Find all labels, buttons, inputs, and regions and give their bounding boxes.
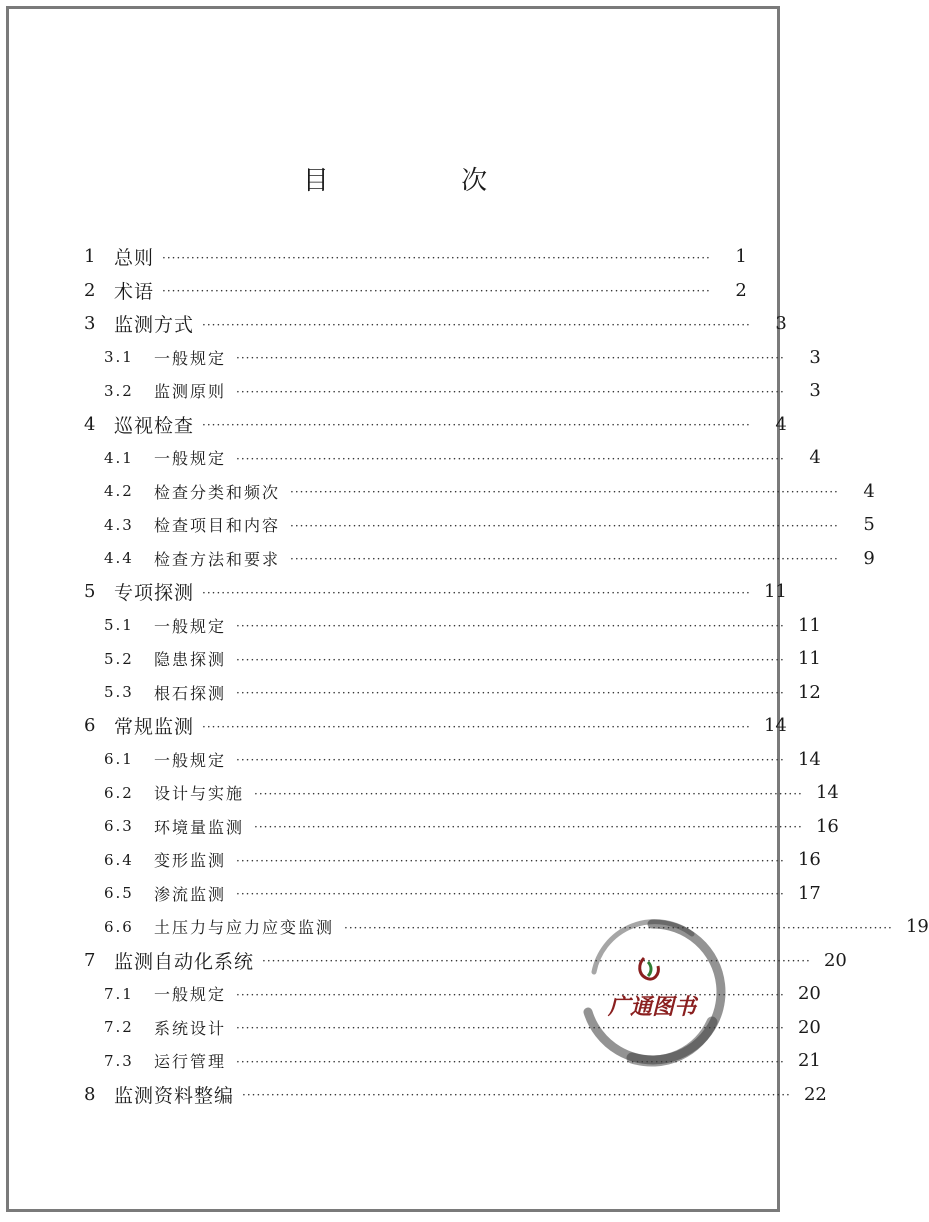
toc-leader-dots: ·················································································································· — [236, 887, 785, 901]
toc-entry-page: 4 — [775, 413, 787, 435]
toc-leader-dots: ·················································································································· — [262, 954, 811, 968]
toc-entry-4-3 — [0, 508, 875, 541]
toc-entry-page: 2 — [735, 279, 747, 301]
toc-leader-dots: ·················································································································· — [236, 451, 785, 466]
toc-entry-number: 7.2 — [104, 1018, 134, 1036]
toc-entry-number: 7.3 — [104, 1051, 134, 1070]
toc-entry-page: 11 — [797, 648, 821, 669]
toc-entry-page: 3 — [809, 346, 821, 368]
toc-leader-dots: ·················································································································· — [242, 1088, 791, 1102]
toc-entry-number: 3.2 — [104, 381, 134, 400]
toc-leader-dots: ·················································································································· — [236, 853, 785, 868]
toc-entry-page: 20 — [823, 949, 847, 971]
toc-entry-number: 7.1 — [104, 984, 134, 1003]
stamp-text: 广通图书 — [607, 995, 697, 1020]
toc-leader-dots: ·················································································································· — [202, 317, 751, 332]
toc-entry-page: 14 — [815, 782, 839, 803]
toc-entry-page: 4 — [863, 480, 875, 502]
toc-entry-page: 9 — [863, 547, 875, 569]
toc-entry-title: 术语 — [114, 280, 155, 303]
toc-entry-title: 运行管理 — [154, 1052, 227, 1071]
toc-entry-number: 5.1 — [104, 616, 134, 634]
toc-entry-number: 2 — [84, 279, 96, 301]
toc-entry-number: 6.3 — [104, 817, 134, 835]
toc-entry-number: 4.4 — [104, 549, 134, 567]
toc-entry-7 — [0, 944, 847, 977]
toc-leader-dots: ·················································································································· — [254, 786, 803, 801]
toc-leader-dots: ·················································································································· — [202, 585, 751, 600]
toc-leader-dots: ·················································································································· — [290, 552, 839, 566]
toc-leader-dots: ·················································································································· — [236, 619, 785, 633]
toc-leader-dots: ·················································································································· — [162, 250, 711, 265]
toc-entry-2 — [0, 274, 790, 307]
toc-entry-number: 3.1 — [104, 348, 134, 366]
toc-entry-4 — [0, 408, 790, 441]
toc-entry-title: 渗流监测 — [154, 884, 227, 904]
toc-entry-page: 22 — [803, 1083, 827, 1105]
toc-entry-title: 检查分类和频次 — [154, 482, 281, 502]
toc-entry-title: 巡视检查 — [114, 414, 195, 437]
toc-entry-6 — [0, 709, 790, 742]
toc-entry-title: 监测自动化系统 — [114, 950, 255, 973]
toc-entry-page: 21 — [797, 1050, 821, 1071]
page-title: 目 次 — [302, 166, 550, 196]
toc-entry-page: 16 — [797, 849, 821, 870]
toc-entry-title: 一般规定 — [154, 348, 227, 368]
toc-entry-number: 4.3 — [104, 515, 134, 534]
toc-entry-3 — [0, 307, 790, 340]
toc-leader-dots: ·················································································································· — [236, 384, 785, 399]
toc-entry-page: 5 — [863, 514, 875, 535]
toc-entry-title: 变形监测 — [154, 851, 227, 870]
toc-entry-page: 12 — [797, 681, 821, 703]
toc-entry-title: 环境量监测 — [154, 817, 245, 837]
toc-entry-page: 16 — [815, 815, 839, 837]
toc-entry-number: 4.2 — [104, 482, 134, 500]
toc-entry-title: 一般规定 — [154, 449, 227, 468]
toc-entry-page: 19 — [905, 916, 929, 937]
toc-entry-page: 11 — [763, 581, 787, 602]
toc-entry-title: 监测资料整编 — [114, 1084, 235, 1107]
toc-leader-dots: ·················································································································· — [290, 485, 839, 499]
toc-entry-title: 一般规定 — [154, 616, 227, 636]
toc-entry-number: 5.3 — [104, 683, 134, 701]
toc-entry-number: 6.1 — [104, 750, 134, 768]
toc-entry-6-4 — [0, 843, 821, 876]
toc-entry-4-2 — [0, 475, 875, 508]
toc-entry-6-3 — [0, 810, 839, 843]
toc-entry-4-1 — [0, 441, 821, 474]
toc-entry-4-4 — [0, 542, 875, 575]
toc-entry-5-2 — [0, 642, 821, 675]
toc-entry-page: 20 — [797, 983, 821, 1004]
toc-entry-title: 系统设计 — [154, 1018, 227, 1038]
toc-entry-number: 6.6 — [104, 917, 134, 936]
toc-leader-dots: ·················································································································· — [254, 820, 803, 834]
toc-entry-5 — [0, 575, 790, 608]
toc-entry-title: 检查方法和要求 — [154, 549, 281, 569]
toc-entry-title: 土压力与应力应变监测 — [154, 918, 335, 937]
toc-entry-number: 6.2 — [104, 783, 134, 802]
toc-entry-title: 检查项目和内容 — [154, 516, 281, 535]
toc-entry-3-1 — [0, 341, 821, 374]
toc-entry-number: 5.2 — [104, 649, 134, 668]
toc-entry-page: 3 — [775, 313, 787, 334]
toc-leader-dots: ·················································································································· — [162, 284, 711, 298]
toc-entry-page: 20 — [797, 1016, 821, 1038]
toc-entry-number: 1 — [84, 246, 96, 267]
toc-entry-title: 隐患探测 — [154, 650, 227, 669]
toc-entry-3-2 — [0, 374, 821, 407]
toc-leader-dots: ·················································································································· — [236, 987, 785, 1002]
toc-entry-page: 1 — [735, 246, 747, 267]
toc-leader-dots: ·················································································································· — [236, 652, 785, 667]
toc-entry-number: 5 — [84, 581, 96, 602]
toc-entry-5-1 — [0, 609, 821, 642]
toc-entry-7-2 — [0, 1011, 821, 1044]
toc-entry-number: 4 — [84, 413, 96, 435]
toc-entry-title: 监测方式 — [114, 314, 195, 336]
toc-entry-number: 6 — [84, 715, 96, 736]
toc-entry-number: 6.4 — [104, 850, 134, 869]
toc-entry-7-1 — [0, 977, 821, 1010]
toc-leader-dots: ·················································································································· — [202, 719, 751, 734]
toc-entry-number: 8 — [84, 1083, 96, 1105]
toc-entry-title: 一般规定 — [154, 750, 227, 770]
toc-entry-title: 一般规定 — [154, 985, 227, 1004]
toc-entry-title: 监测原则 — [154, 382, 227, 401]
toc-entry-page: 11 — [797, 614, 821, 636]
toc-entry-page: 17 — [797, 882, 821, 904]
toc-entry-6-6 — [0, 910, 929, 943]
toc-entry-number: 4.1 — [104, 448, 134, 467]
toc-entry-7-3 — [0, 1044, 821, 1077]
toc-entry-6-5 — [0, 877, 821, 910]
toc-entry-title: 常规监测 — [114, 716, 195, 738]
toc-leader-dots: ·················································································································· — [236, 1054, 785, 1069]
toc-entry-6-1 — [0, 743, 821, 776]
toc-entry-title: 设计与实施 — [154, 784, 245, 803]
toc-leader-dots: ·················································································································· — [236, 753, 785, 767]
toc-entry-title: 根石探测 — [154, 683, 227, 703]
toc-entry-page: 14 — [763, 715, 787, 736]
toc-entry-number: 3 — [84, 313, 96, 334]
toc-entry-1 — [0, 240, 790, 273]
toc-entry-page: 14 — [797, 748, 821, 770]
toc-leader-dots: ·················································································································· — [236, 1021, 785, 1035]
toc-entry-title: 专项探测 — [114, 582, 195, 604]
toc-entry-page: 3 — [809, 380, 821, 401]
toc-leader-dots: ·················································································································· — [290, 518, 839, 533]
toc-leader-dots: ·················································································································· — [344, 920, 893, 935]
toc-entry-title: 总则 — [114, 247, 155, 269]
toc-entry-number: 6.5 — [104, 884, 134, 902]
toc-entry-8 — [0, 1078, 827, 1111]
toc-entry-page: 4 — [809, 447, 821, 468]
toc-leader-dots: ·················································································································· — [202, 418, 751, 432]
toc-leader-dots: ·················································································································· — [236, 351, 785, 365]
toc-leader-dots: ·················································································································· — [236, 686, 785, 700]
toc-entry-6-2 — [0, 776, 839, 809]
toc-entry-5-3 — [0, 676, 821, 709]
toc-entry-number: 7 — [84, 949, 96, 971]
